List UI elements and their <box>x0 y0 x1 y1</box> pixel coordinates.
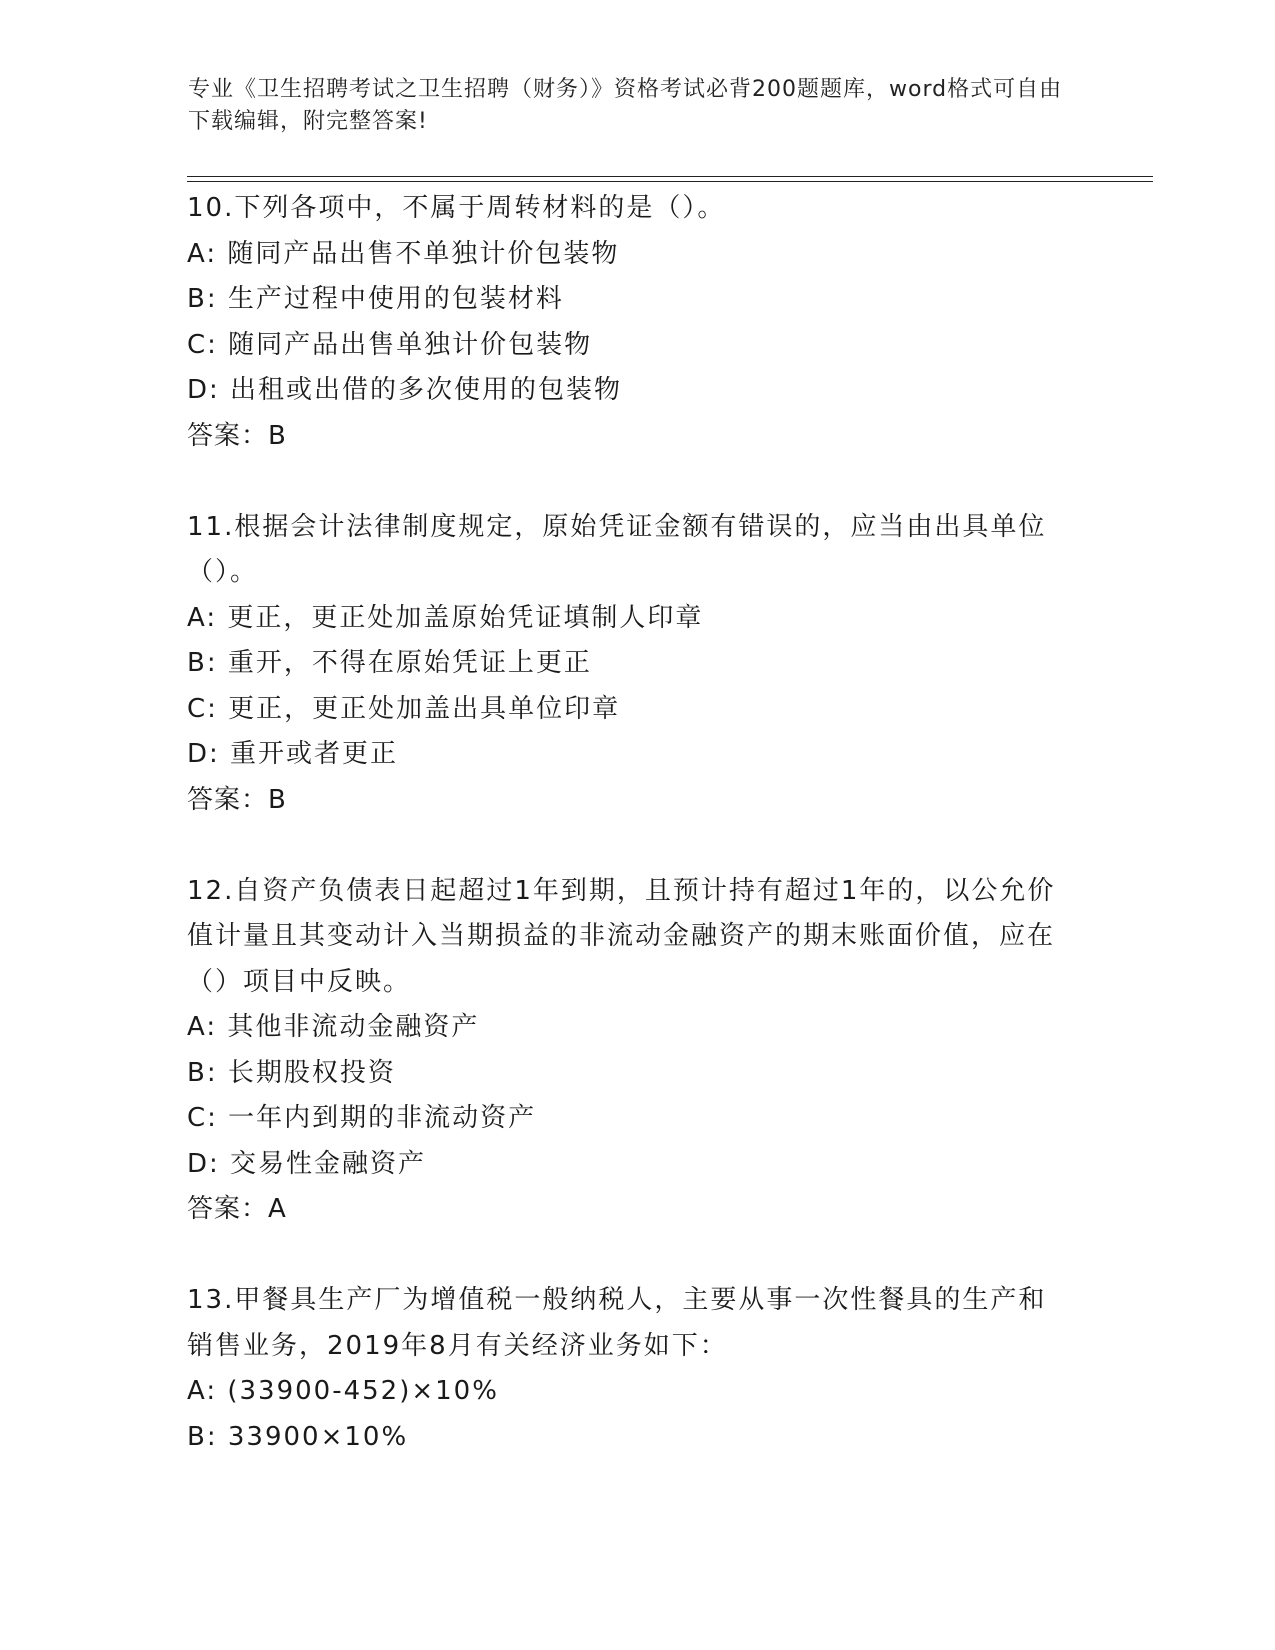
question-13 <box>187 1278 1087 1460</box>
option-d: D: 重开或者更正 <box>187 739 399 769</box>
question-12 <box>187 869 1087 1233</box>
header-divider <box>187 176 1153 182</box>
question-11 <box>187 505 1087 824</box>
document-header <box>188 74 1068 138</box>
option-b: B: 重开，不得在原始凭证上更正 <box>187 648 592 678</box>
option-b: B: 生产过程中使用的包装材料 <box>187 284 564 314</box>
header-text: 专业《卫生招聘考试之卫生招聘（财务）》资格考试必背200题题库，word格式可自由下载编辑，附完整答案! <box>188 77 1063 134</box>
option-d: D: 出租或出借的多次使用的包装物 <box>187 375 623 405</box>
option-d: D: 交易性金融资产 <box>187 1148 427 1179</box>
option-a: A: 其他非流动金融资产 <box>187 1012 480 1042</box>
option-a: A: 更正，更正处加盖原始凭证填制人印章 <box>187 602 704 633</box>
answer: 答案：A <box>187 1194 287 1224</box>
option-c: C: 随同产品出售单独计价包装物 <box>187 329 593 360</box>
option-c: C: 更正，更正处加盖出具单位印章 <box>187 693 621 724</box>
question-list <box>187 186 1087 1506</box>
option-c: C: 一年内到期的非流动资产 <box>187 1103 537 1133</box>
question-10 <box>187 186 1087 459</box>
option-a: A: (33900-452)×10% <box>187 1376 499 1406</box>
question-stem: 11.根据会计法律制度规定，原始凭证金额有错误的，应当由出具单位（）。 <box>187 511 1047 587</box>
answer: 答案：B <box>187 784 287 815</box>
question-stem: 10.下列各项中，不属于周转材料的是（）。 <box>187 193 726 223</box>
answer: 答案：B <box>187 420 287 451</box>
question-stem: 12.自资产负债表日起超过1年到期，且预计持有超过1年的，以公允价值计量且其变动计入当期损益的非流动金融资产的期末账面价值，应在（）项目中反映。 <box>187 875 1056 997</box>
option-b: B: 长期股权投资 <box>187 1057 396 1088</box>
question-stem: 13.甲餐具生产厂为增值税一般纳税人，主要从事一次性餐具的生产和销售业务，2019年8月有关经济业务如下： <box>187 1285 1047 1361</box>
option-a: A: 随同产品出售不单独计价包装物 <box>187 238 620 269</box>
option-b: B: 33900×10% <box>187 1421 409 1452</box>
